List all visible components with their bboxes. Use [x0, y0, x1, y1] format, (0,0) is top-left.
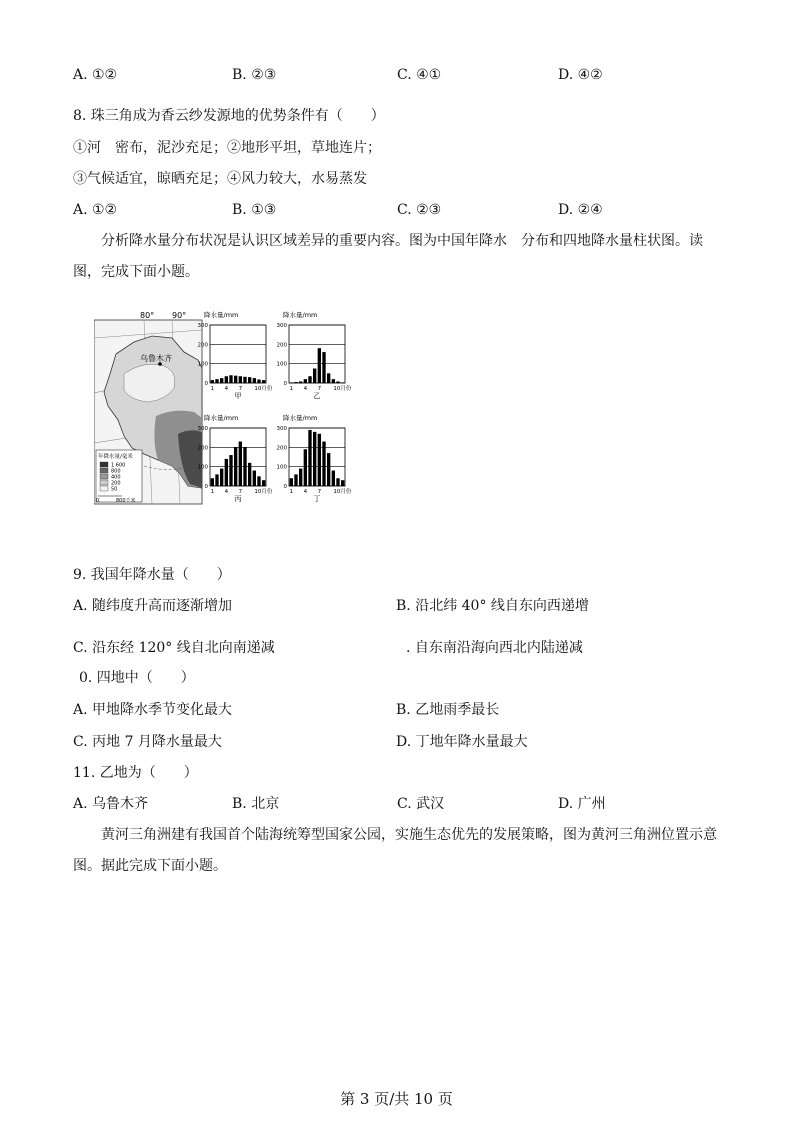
legend-swatch — [100, 462, 108, 467]
q10-option-c: C. 丙地 7 月降水量最大 — [73, 734, 222, 750]
chart-xtick: 10月份 — [333, 489, 352, 495]
q8-statement-1: ①河 密布，泥沙充足；②地形平坦，草地连片； — [73, 140, 381, 156]
chart-bar — [304, 379, 307, 383]
scale-end-label: 800千米 — [116, 498, 136, 504]
chart-ylabel: 降水量/mm — [204, 311, 239, 319]
chart-bar — [308, 430, 311, 486]
q10-option-d: D. 丁地年降水量最大 — [396, 734, 528, 750]
chart-bar — [257, 476, 260, 486]
legend-label: 1 600 — [111, 462, 126, 469]
q9-option-a: A. 随纬度升高而逐渐增加 — [73, 598, 233, 614]
q10-option-a: A. 甲地降水季节变化最大 — [73, 702, 233, 718]
chart-bar — [262, 480, 265, 486]
chart-bar — [341, 480, 344, 486]
chart-bar — [322, 442, 325, 486]
chart-bar — [290, 478, 293, 486]
china-precipitation-map — [94, 311, 202, 504]
q7-option-c: C. ④① — [397, 67, 442, 83]
chart-bar — [336, 381, 339, 383]
chart-bar — [257, 380, 260, 383]
precipitation-figure — [94, 308, 356, 508]
chart-ytick: 100 — [197, 361, 208, 368]
chart-bar — [322, 352, 325, 383]
chart-bar — [225, 459, 228, 486]
intro-paragraph-1-line-2: 图，完成下面小题。 — [73, 264, 199, 280]
q9-option-d: . 自东南沿海向西北内陆递减 — [406, 640, 583, 656]
q8-option-b: B. ①③ — [232, 202, 277, 218]
chart-ytick: 200 — [197, 445, 208, 452]
chart-ylabel: 降水量/mm — [204, 414, 239, 422]
chart-xtick: 4 — [224, 489, 229, 495]
chart-bar — [211, 478, 214, 486]
q11-stem: 11. 乙地为（ ） — [73, 765, 198, 781]
chart-bar — [215, 379, 218, 383]
chart-bar — [239, 442, 242, 486]
chart-xtick: 10月份 — [254, 386, 273, 392]
chart-bar — [299, 381, 302, 383]
legend-label: 800 — [111, 468, 121, 475]
legend-swatch — [100, 480, 108, 485]
chart-title: 乙 — [313, 392, 321, 400]
chart-bar — [243, 447, 246, 486]
chart-ytick: 0 — [204, 381, 208, 387]
chart-bar — [327, 453, 330, 486]
chart-bar — [211, 380, 214, 383]
chart-xtick: 4 — [303, 489, 308, 495]
chart-bar — [304, 449, 307, 486]
chart-bar — [313, 432, 316, 486]
chart-bar — [248, 377, 251, 383]
chart-bar — [290, 382, 293, 383]
chart-ytick: 0 — [283, 484, 287, 490]
page-footer: 第 3 页/共 10 页 — [340, 1090, 453, 1108]
chart-bar — [318, 434, 321, 486]
chart-bar — [327, 373, 330, 383]
chart-ytick: 200 — [276, 445, 287, 452]
chart-bar — [243, 377, 246, 383]
chart-ytick: 200 — [197, 342, 208, 349]
legend-title: 年降水量/毫米 — [98, 454, 133, 460]
q8-option-a: A. ①② — [73, 202, 118, 218]
chart-bar — [220, 378, 223, 383]
chart-bar — [253, 378, 256, 383]
chart-xtick: 10月份 — [333, 386, 352, 392]
q9-option-c: C. 沿东经 120° 线自北向南递减 — [73, 640, 275, 656]
q11-option-b: B. 北京 — [232, 796, 280, 812]
chart-frame — [289, 325, 345, 383]
intro-paragraph-2-line-2: 图。据此完成下面小题。 — [73, 858, 227, 874]
chart-ylabel: 降水量/mm — [283, 414, 318, 422]
legend-swatch — [100, 468, 108, 473]
chart-xtick: 7 — [317, 489, 322, 495]
chart-xtick: 4 — [303, 386, 308, 392]
q9-option-b: B. 沿北纬 40° 线自东向西递增 — [396, 598, 589, 614]
chart-ytick: 100 — [276, 361, 287, 368]
chart-bar — [318, 348, 321, 383]
chart-xtick: 1 — [210, 386, 215, 392]
chart-bar — [294, 382, 297, 383]
chart-bar — [239, 376, 242, 383]
chart-frame — [210, 325, 266, 383]
q11-option-c: C. 武汉 — [397, 796, 445, 812]
legend-label: 200 — [111, 480, 121, 487]
chart-xtick: 1 — [289, 386, 294, 392]
chart-bar — [234, 376, 237, 383]
chart-xtick: 4 — [224, 386, 229, 392]
legend-label: 50 — [111, 486, 118, 493]
chart-xtick: 7 — [238, 489, 243, 495]
chart-bar — [336, 478, 339, 486]
q11-option-d: D. 广州 — [558, 796, 606, 812]
q10-option-b: B. 乙地雨季最长 — [396, 702, 500, 718]
chart-bar — [215, 474, 218, 486]
lon-label-80: 80° — [140, 311, 155, 320]
chart-ytick: 100 — [197, 464, 208, 471]
q8-option-c: C. ②③ — [397, 202, 442, 218]
chart-ytick: 300 — [197, 426, 208, 432]
chart-ytick: 300 — [197, 323, 208, 329]
bar-chart-1 — [198, 310, 273, 400]
chart-bar — [299, 469, 302, 486]
chart-bar — [253, 471, 256, 486]
intro-paragraph-2-line-1: 黄河三角洲建有我国首个陆海统筹型国家公园，实施生态优先的发展策略，图为黄河三角洲位置示意 — [101, 827, 717, 843]
chart-ytick: 300 — [276, 323, 287, 329]
chart-bar — [294, 474, 297, 486]
chart-bar — [229, 375, 232, 383]
chart-xtick: 1 — [289, 489, 294, 495]
chart-bar — [332, 379, 335, 383]
chart-bar — [229, 455, 232, 486]
legend-swatch — [100, 474, 108, 479]
chart-bar — [234, 447, 237, 486]
bar-chart-4 — [277, 413, 352, 503]
urumqi-label: 乌鲁木齐 — [140, 354, 172, 363]
q8-stem: 8. 珠三角成为香云纱发源地的优势条件有（ ） — [73, 108, 385, 124]
chart-bar — [225, 376, 228, 383]
scale-start-label: 0 — [96, 498, 100, 504]
chart-title: 丙 — [234, 495, 242, 503]
q8-statement-2: ③气候适宜，晾晒充足；④风力较大，水易蒸发 — [73, 171, 367, 187]
intro-paragraph-1-line-1: 分析降水量分布状况是认识区域差异的重要内容。图为中国年降水 分布和四地降水量柱状图。读 — [101, 233, 703, 249]
q7-option-b: B. ②③ — [232, 67, 277, 83]
chart-title: 甲 — [234, 392, 242, 400]
chart-ytick: 200 — [276, 342, 287, 349]
chart-ytick: 100 — [276, 464, 287, 471]
bar-charts — [198, 310, 352, 503]
chart-xtick: 7 — [317, 386, 322, 392]
q7-option-d: D. ④② — [558, 67, 603, 83]
chart-bar — [308, 376, 311, 383]
bar-chart-3 — [198, 413, 273, 503]
chart-xtick: 7 — [238, 386, 243, 392]
chart-bar — [220, 469, 223, 486]
chart-ytick: 0 — [283, 381, 287, 387]
chart-bar — [332, 471, 335, 486]
chart-bar — [341, 382, 344, 383]
chart-ytick: 0 — [204, 484, 208, 490]
chart-xtick: 1 — [210, 489, 215, 495]
lon-label-90: 90° — [172, 311, 187, 320]
bar-chart-2 — [277, 310, 352, 400]
legend-swatch — [100, 486, 108, 491]
q9-stem: 9. 我国年降水量（ ） — [73, 567, 231, 583]
chart-bar — [313, 369, 316, 384]
legend-label: 400 — [111, 474, 121, 481]
chart-ytick: 300 — [276, 426, 287, 432]
chart-bar — [262, 380, 265, 383]
q7-option-a: A. ①② — [73, 67, 118, 83]
q8-option-d: D. ②④ — [558, 202, 603, 218]
q11-option-a: A. 乌鲁木齐 — [73, 796, 149, 812]
chart-title: 丁 — [313, 495, 321, 503]
chart-bar — [248, 463, 251, 486]
chart-xtick: 10月份 — [254, 489, 273, 495]
chart-ylabel: 降水量/mm — [283, 311, 318, 319]
q10-stem: 0. 四地中（ ） — [79, 670, 195, 686]
